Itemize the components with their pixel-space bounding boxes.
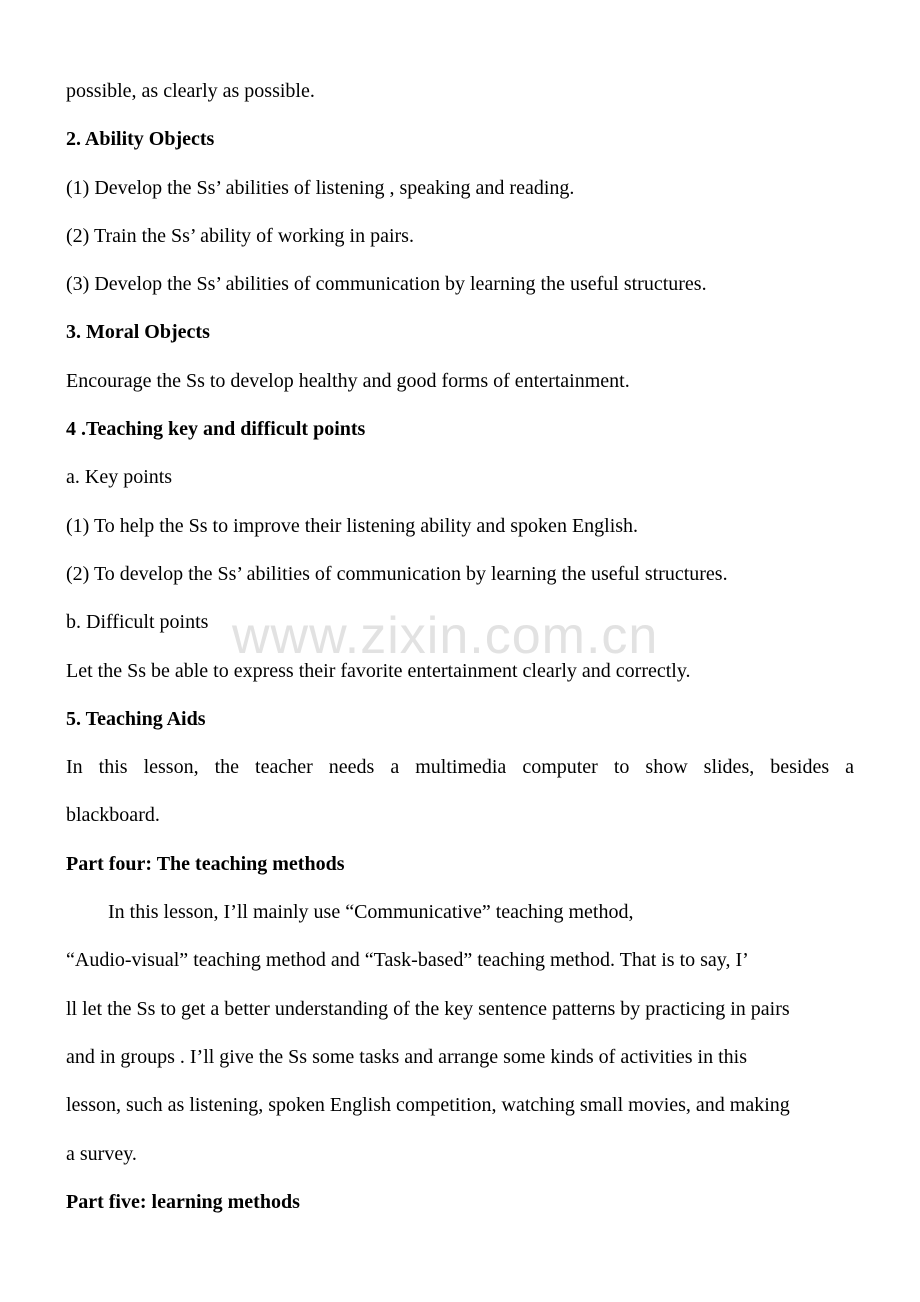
heading-moral-objects: 3. Moral Objects — [66, 321, 210, 344]
watermark: www.zixin.com.cn — [232, 607, 659, 665]
subheading-difficult-points: b. Difficult points — [66, 611, 209, 634]
paragraph-methods-line-1: In this lesson, I’ll mainly use “Communicative” teaching method, — [108, 901, 634, 924]
document-page — [66, 76, 854, 1235]
paragraph-methods-line-2: “Audio-visual” teaching method and “Task-based” teaching method. That is to say, I’ — [66, 949, 749, 972]
heading-learning-methods: Part five: learning methods — [66, 1190, 300, 1213]
paragraph-teaching-aids-line-1: In this lesson, the teacher needs a multimedia computer to show slides, besides a — [66, 756, 854, 779]
list-item-ability-2: (2) Train the Ss’ ability of working in pairs. — [66, 224, 414, 247]
subheading-key-points: a. Key points — [66, 466, 173, 489]
paragraph-difficult: Let the Ss be able to express their favorite entertainment clearly and correctly. — [66, 659, 691, 682]
list-item-ability-3: (3) Develop the Ss’ abilities of communication by learning the useful structures. — [66, 273, 707, 296]
list-item-ability-1: (1) Develop the Ss’ abilities of listening , speaking and reading. — [66, 176, 575, 199]
heading-key-difficult-points: 4 .Teaching key and difficult points — [66, 418, 366, 441]
heading-teaching-aids: 5. Teaching Aids — [66, 707, 206, 730]
paragraph-teaching-aids-line-2: blackboard. — [66, 804, 160, 827]
paragraph-methods-line-5: lesson, such as listening, spoken English competition, watching small movies, and making — [66, 1094, 790, 1117]
paragraph-methods-line-4: and in groups . I’ll give the Ss some tasks and arrange some kinds of activities in this — [66, 1045, 747, 1068]
paragraph-methods-line-3: ll let the Ss to get a better understanding of the key sentence patterns by practicing in pairs — [66, 997, 790, 1020]
list-item-key-1: (1) To help the Ss to improve their listening ability and spoken English. — [66, 514, 639, 537]
paragraph-methods-line-6: a survey. — [66, 1142, 137, 1165]
heading-ability-objects: 2. Ability Objects — [66, 128, 215, 151]
list-item-key-2: (2) To develop the Ss’ abilities of communication by learning the useful structures. — [66, 562, 728, 585]
paragraph-continuation: possible, as clearly as possible. — [66, 80, 315, 102]
heading-teaching-methods: Part four: The teaching methods — [66, 852, 345, 875]
paragraph-moral: Encourage the Ss to develop healthy and good forms of entertainment. — [66, 369, 630, 392]
